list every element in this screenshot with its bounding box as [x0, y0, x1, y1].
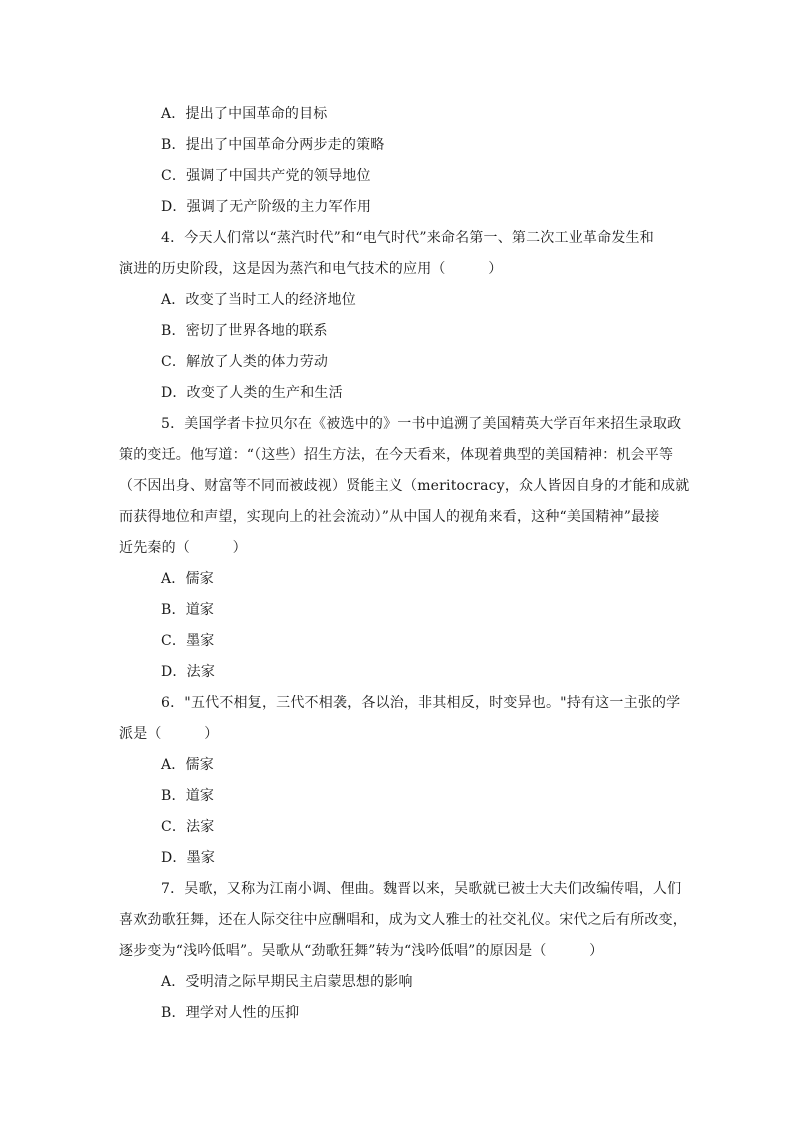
option-line: B．道家	[161, 602, 215, 618]
option-line: B．理学对人性的压抑	[161, 1005, 300, 1021]
option-line: C．解放了人类的体力劳动	[161, 354, 329, 370]
option-line: D．改变了人类的生产和生活	[161, 385, 343, 401]
option-line: C．强调了中国共产党的领导地位	[161, 168, 371, 184]
question-5-stem-cont: 而获得地位和声望，实现向上的社会流动）”从中国人的视角来看，这种“美国精神”最接	[119, 509, 660, 525]
question-4-stem: 4．今天人们常以“蒸汽时代”和“电气时代”来命名第一、第二次工业革命发生和	[161, 230, 654, 246]
option-line: B．提出了中国革命分两步走的策略	[161, 137, 385, 153]
question-7-stem: 7．吴歌，又称为江南小调、俚曲。魏晋以来，吴歌就已被士大夫们改编传唱，人们	[161, 881, 682, 897]
question-7-stem-cont: 逐步变为“浅吟低唱”。吴歌从“劲歌狂舞”转为“浅吟低唱”的原因是（ ）	[119, 943, 604, 959]
question-4-stem-cont: 演进的历史阶段，这是因为蒸汽和电气技术的应用（ ）	[119, 261, 503, 277]
question-6-stem-cont: 派是（ ）	[119, 726, 219, 742]
question-6-stem: 6．"五代不相复，三代不相袭，各以治，非其相反，时变异也。"持有这一主张的学	[161, 695, 681, 711]
option-line: B．密切了世界各地的联系	[161, 323, 328, 339]
option-line: A．提出了中国革命的目标	[161, 106, 328, 122]
option-line: C．墨家	[161, 633, 215, 649]
option-line: B．道家	[161, 788, 215, 804]
option-line: D．墨家	[161, 850, 216, 866]
option-line: D．强调了无产阶级的主力军作用	[161, 199, 372, 215]
option-line: D．法家	[161, 664, 216, 680]
question-5-stem-cont: 策的变迁。他写道：“（这些）招生方法，在今天看来，体现着典型的美国精神：机会平等	[119, 447, 674, 463]
question-5-stem-cont: 近先秦的（ ）	[119, 540, 247, 556]
option-line: A．儒家	[161, 757, 214, 773]
option-line: C．法家	[161, 819, 215, 835]
question-5-stem-cont: （不因出身、财富等不同而被歧视）贤能主义（meritocracy，众人皆因自身的才能和成就	[119, 478, 690, 494]
option-line: A．儒家	[161, 571, 214, 587]
document-content	[119, 99, 690, 1029]
question-5-stem: 5．美国学者卡拉贝尔在《被选中的》一书中追溯了美国精英大学百年来招生录取政	[161, 416, 682, 432]
option-line: A．受明清之际早期民主启蒙思想的影响	[161, 974, 413, 990]
question-7-stem-cont: 喜欢劲歌狂舞，还在人际交往中应酬唱和，成为文人雅士的社交礼仪。宋代之后有所改变，	[119, 912, 687, 928]
option-line: A．改变了当时工人的经济地位	[161, 292, 356, 308]
